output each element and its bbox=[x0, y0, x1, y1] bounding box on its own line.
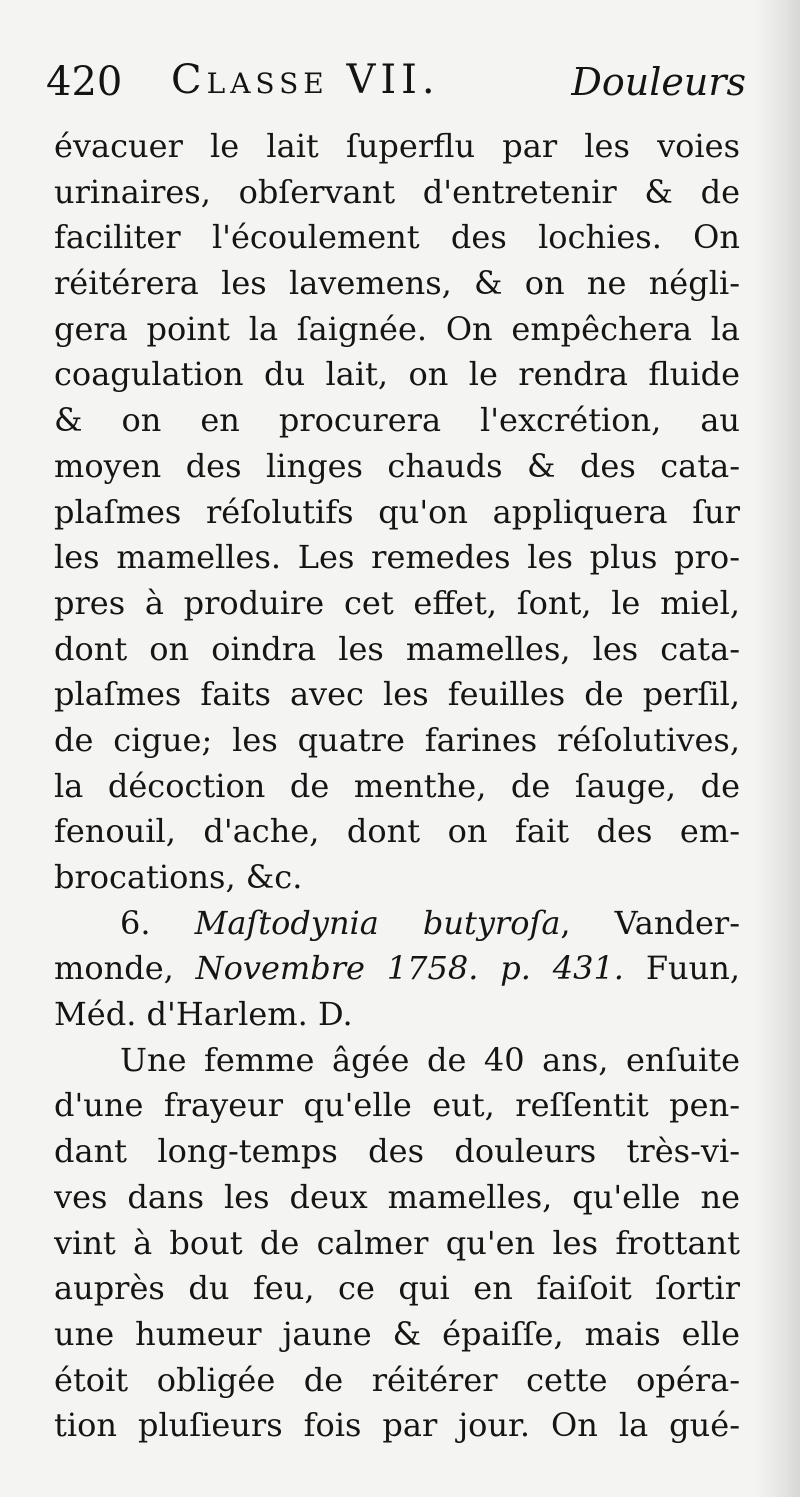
species-reference-line-2 bbox=[54, 946, 740, 992]
text-line: la décoction de menthe, de ſauge, de bbox=[54, 766, 740, 805]
text-line: réitérera les lavemens, & on ne négli- bbox=[54, 264, 740, 303]
reference-number: 6. bbox=[120, 903, 151, 942]
running-head-class: Classe VII. bbox=[171, 57, 440, 103]
page-body-text bbox=[54, 124, 740, 1449]
reference-month: Novembre bbox=[195, 949, 365, 988]
text-line: étoit obligée de réitérer cette opéra- bbox=[54, 1360, 740, 1399]
species-reference-line-1 bbox=[54, 901, 740, 947]
text-line: faciliter l'écoulement des lochies. On bbox=[54, 218, 740, 257]
reference-author: , Vander- bbox=[560, 903, 740, 942]
text-line: Une femme âgée de 40 ans, enſuite bbox=[120, 1040, 740, 1079]
text-line: pres à produire cet effet, ſont, le miel, bbox=[54, 583, 740, 622]
text-line: ves dans les deux mamelles, qu'elle ne bbox=[54, 1177, 740, 1216]
text-line: dant long-temps des douleurs très-vi- bbox=[54, 1132, 740, 1171]
species-reference-line-3: Méd. d'Harlem. D. bbox=[54, 995, 353, 1034]
text-line: auprès du feu, ce qui en faiſoit ſortir bbox=[54, 1269, 740, 1308]
page-number: 420 bbox=[46, 59, 123, 105]
text-line: & on en procurera l'excrétion, au bbox=[54, 401, 740, 440]
reference-year-page: 1758. p. 431. bbox=[386, 949, 624, 988]
species-name: Maſtodynia butyroſa bbox=[194, 903, 561, 942]
reference-source: Fuun, bbox=[645, 949, 740, 988]
text-line: de cigue; les quatre farines réſolutives, bbox=[54, 720, 740, 759]
reference-author-cont: monde, bbox=[54, 949, 174, 988]
text-line: les mamelles. Les remedes les plus pro- bbox=[54, 538, 740, 577]
text-line: gera point la ſaignée. On empêchera la bbox=[54, 309, 740, 348]
text-line: coagulation du lait, on le rendra fluide bbox=[54, 355, 740, 394]
text-line: urinaires, obſervant d'entretenir & de bbox=[54, 172, 740, 211]
page-header bbox=[46, 50, 746, 106]
text-line: d'une frayeur qu'elle eut, reſſentit pen- bbox=[54, 1086, 740, 1125]
text-line: fenouil, d'ache, dont on fait des em- bbox=[54, 812, 740, 851]
text-line: dont on oindra les mamelles, les cata- bbox=[54, 629, 740, 668]
text-line: tion pluſieurs fois par jour. On la gué- bbox=[54, 1406, 740, 1445]
text-line: plaſmes faits avec les feuilles de perſil, bbox=[54, 675, 740, 714]
text-line: évacuer le lait ſuperflu par les voies bbox=[54, 127, 740, 165]
text-line: brocations, &c. bbox=[54, 858, 303, 896]
text-line: vint à bout de calmer qu'en les frottant bbox=[54, 1223, 740, 1262]
running-head-title: Douleurs bbox=[571, 60, 746, 104]
text-line: moyen des linges chauds & des cata- bbox=[54, 446, 740, 485]
text-line: une humeur jaune & épaiſſe, mais elle bbox=[54, 1314, 740, 1353]
text-line: plaſmes réſolutifs qu'on appliquera ſur bbox=[54, 492, 740, 531]
